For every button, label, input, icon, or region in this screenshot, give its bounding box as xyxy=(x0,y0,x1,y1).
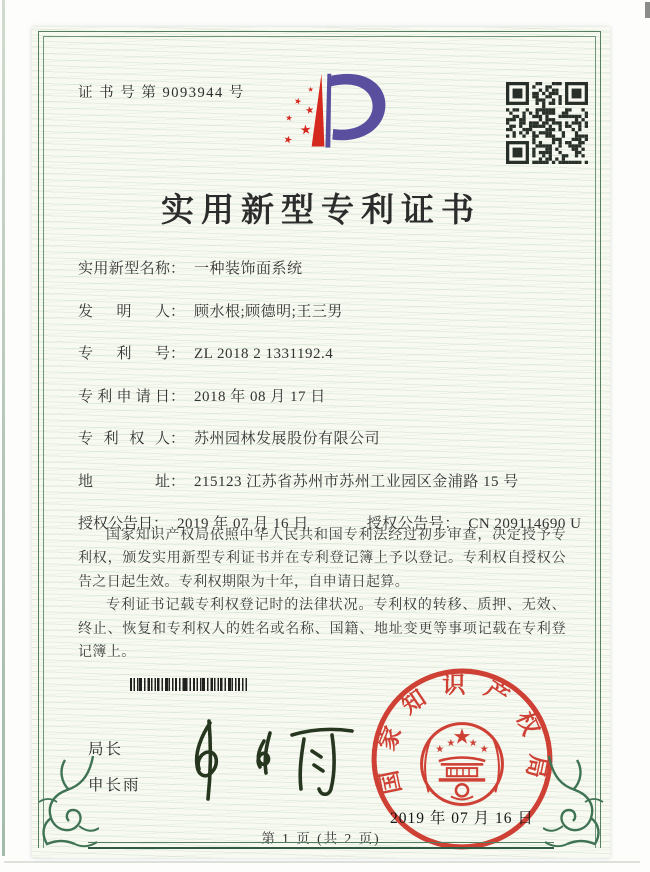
field-application-date xyxy=(78,385,576,428)
seal-date: 2019 年 07 月 16 日 xyxy=(390,810,534,827)
field-patent-number xyxy=(78,342,576,385)
certificate-page xyxy=(32,27,610,858)
bottom-ornament-rule xyxy=(88,842,554,849)
field-label: 专利号 xyxy=(78,346,170,362)
field-value: 2019 年 07 月 16 日 xyxy=(177,516,309,532)
barcode xyxy=(130,678,247,691)
page-footer: 第 1 页 (共 2 页) xyxy=(261,831,381,846)
corner-flourish-right-icon xyxy=(543,754,607,850)
officer-name: 申长雨 xyxy=(88,777,141,794)
field-patentee xyxy=(78,427,576,470)
photo-left-edge xyxy=(2,0,5,856)
certificate-number: 证 书 号 第 9093944 号 xyxy=(78,85,245,101)
field-label: 授权公告日 xyxy=(78,516,154,532)
cnipa-logo-icon xyxy=(274,61,424,179)
field-utility-model-name xyxy=(78,257,576,300)
field-colon: ： xyxy=(170,261,186,277)
certificate-title: 实用新型专利证书 xyxy=(161,193,481,229)
field-colon: ： xyxy=(170,431,186,447)
field-label: 专利申请日 xyxy=(78,388,170,405)
legal-paragraph-2: 专利证书记载专利权登记时的法律状况。专利权的转移、质押、无效、终止、恢复和专利权人的姓名或名称、国籍、地址变更等事项记载在专利登记簿上。 xyxy=(78,598,566,661)
field-value: 顾水根;顾德明;王三男 xyxy=(194,303,343,320)
officer-block xyxy=(88,737,141,809)
field-value: 215123 江苏省苏州市苏州工业园区金浦路 15 号 xyxy=(194,473,519,490)
photo-bottom-edge xyxy=(4,861,640,863)
field-label: 专利权人 xyxy=(78,431,170,447)
field-inventors xyxy=(78,300,576,343)
officer-title: 局长 xyxy=(88,741,124,758)
legal-paragraph-1: 国家知识产权局依照中华人民共和国专利法经过初步审查，决定授予专利权，颁发实用新型专利证书并在专利登记簿上予以登记。专利权自授权公告之日起生效。专利权期限为十年，自申请日起算。 xyxy=(78,528,566,590)
field-colon: ： xyxy=(170,388,186,405)
field-address xyxy=(78,470,576,513)
qr-code xyxy=(506,82,588,164)
seal-text: 国家知识产权局 xyxy=(373,672,551,797)
photo-corner-mark xyxy=(645,2,650,18)
field-value-2: CN 209114690 U xyxy=(468,516,582,532)
field-colon: ： xyxy=(170,303,186,320)
field-colon: ： xyxy=(170,473,186,490)
field-label-2: 授权公告号 xyxy=(366,516,445,532)
handwritten-signature xyxy=(180,715,360,807)
field-list xyxy=(78,257,582,555)
field-label: 地址 xyxy=(78,473,170,490)
field-value: 2018 年 08 月 17 日 xyxy=(194,388,326,405)
field-value: 苏州园林发展股份有限公司 xyxy=(194,431,381,447)
field-colon: ： xyxy=(444,516,460,532)
field-label: 发明人 xyxy=(78,303,170,320)
field-value: 一种装饰面系统 xyxy=(194,261,303,277)
field-colon: ： xyxy=(170,346,186,362)
legal-text xyxy=(78,524,566,664)
field-label: 实用新型名称 xyxy=(78,261,170,277)
field-value: ZL 2018 2 1331192.4 xyxy=(194,346,334,362)
national-emblem-icon xyxy=(422,724,503,805)
field-colon: ： xyxy=(153,516,169,532)
